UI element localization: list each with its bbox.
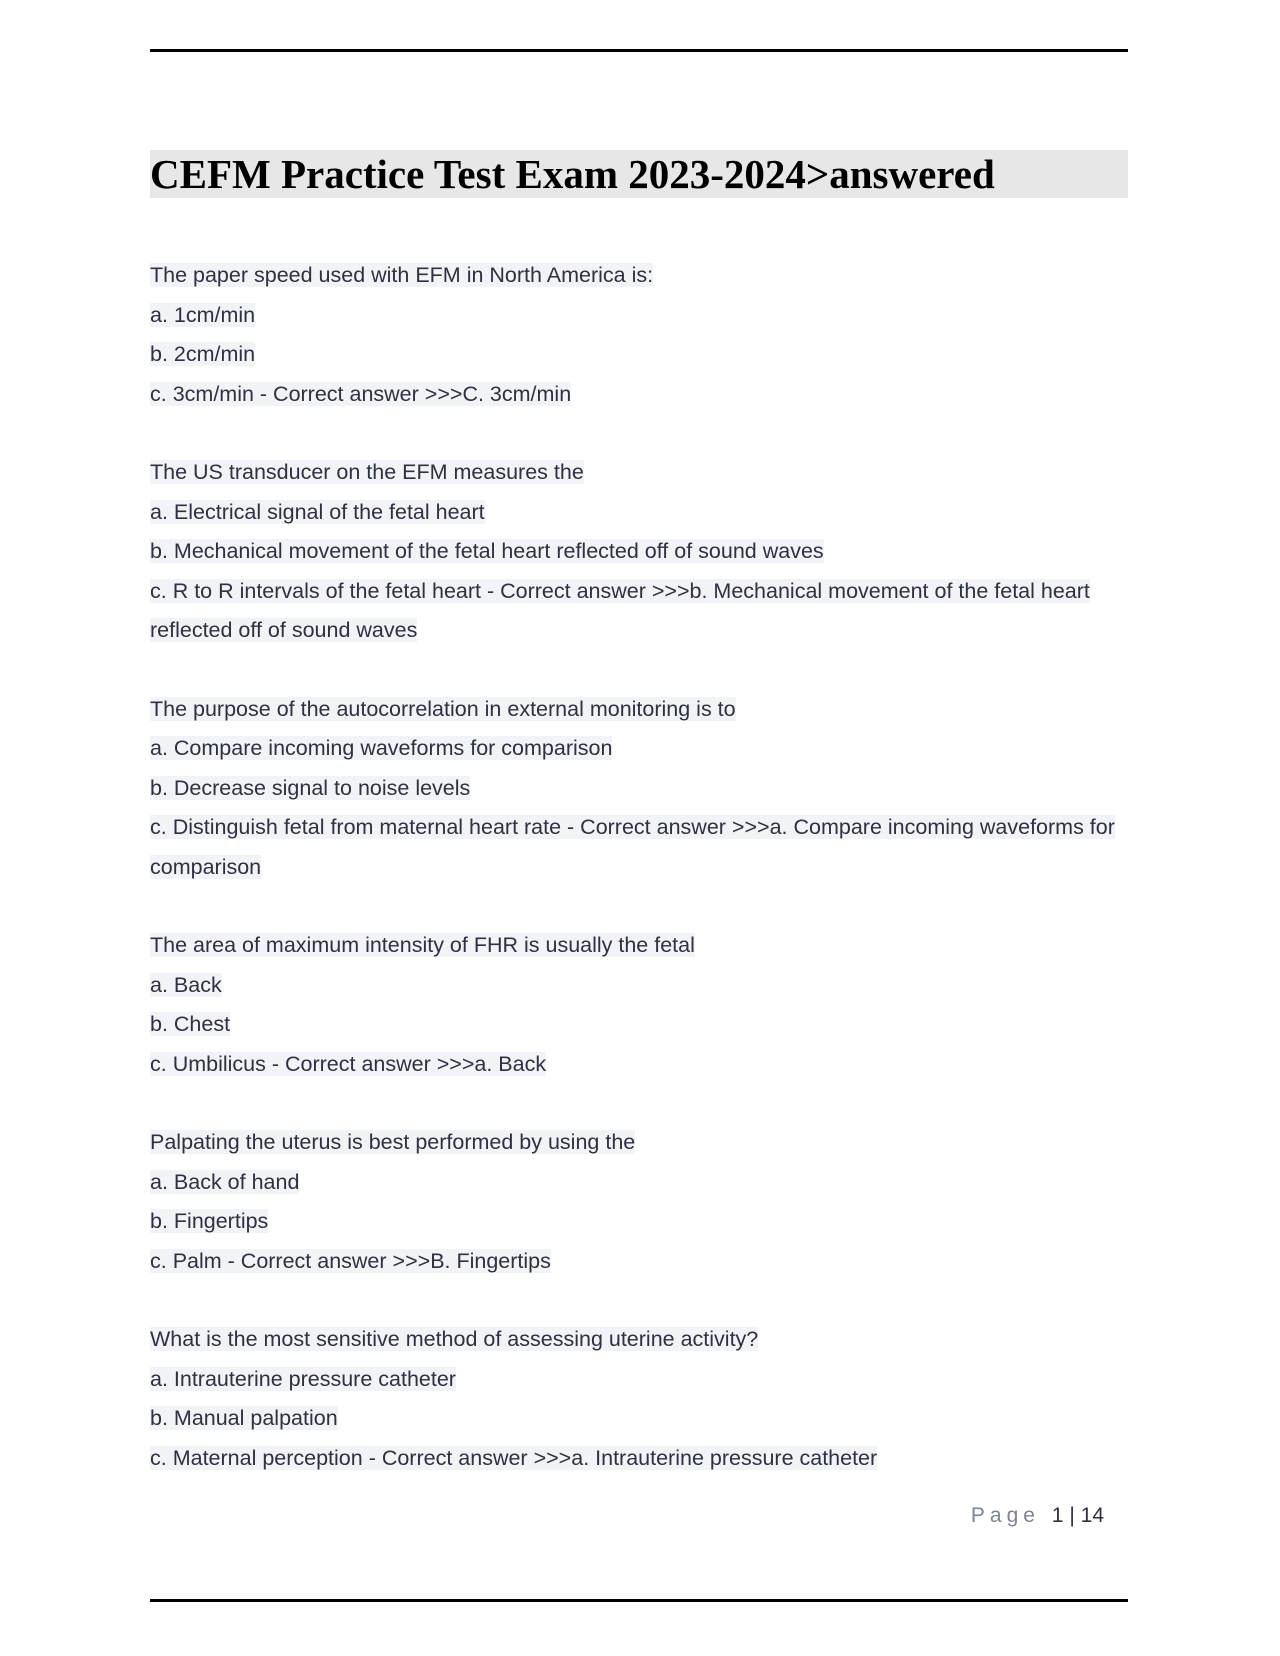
page-label: Page xyxy=(970,1504,1040,1527)
answer-option: b. Mechanical movement of the fetal heart reflected off of sound waves xyxy=(150,539,824,563)
question-text: Palpating the uterus is best performed by using the xyxy=(150,1130,636,1154)
answer-option: b. 2cm/min xyxy=(150,342,256,366)
answer-option: b. Chest xyxy=(150,1012,231,1036)
answer-option: b. Fingertips xyxy=(150,1209,269,1233)
answer-option: b. Manual palpation xyxy=(150,1406,338,1430)
answer-option: a. Compare incoming waveforms for comparison xyxy=(150,736,613,760)
question-list xyxy=(150,256,1128,1517)
answer-option: a. Electrical signal of the fetal heart xyxy=(150,499,485,524)
answer-option-with-key: c. R to R intervals of the fetal heart - Correct answer >>>b. Mechanical movement of the fetal heart reflected off of sound waves xyxy=(150,578,1090,642)
question-block xyxy=(150,256,1128,414)
footer-rule xyxy=(150,1599,1128,1602)
answer-option-with-key: c. 3cm/min - Correct answer >>>C. 3cm/min xyxy=(150,381,572,406)
answer-option: a. Back of hand xyxy=(150,1169,300,1194)
answer-option-with-key: c. Umbilicus - Correct answer >>>a. Back xyxy=(150,1051,547,1076)
page-separator: | xyxy=(1069,1504,1075,1527)
question-text: The US transducer on the EFM measures the xyxy=(150,460,584,484)
question-text: The area of maximum intensity of FHR is usually the fetal xyxy=(150,933,695,957)
document-title: CEFM Practice Test Exam 2023-2024>answered xyxy=(150,151,995,197)
question-text: The purpose of the autocorrelation in external monitoring is to xyxy=(150,696,736,721)
question-block xyxy=(150,926,1128,1084)
question-block xyxy=(150,453,1128,651)
header-rule xyxy=(150,49,1128,52)
question-text: What is the most sensitive method of assessing uterine activity? xyxy=(150,1327,759,1351)
page-number: 1 xyxy=(1051,1504,1064,1527)
question-block xyxy=(150,690,1128,888)
question-block xyxy=(150,1320,1128,1478)
question-text: The paper speed used with EFM in North America is: xyxy=(150,263,654,287)
answer-option-with-key: c. Distinguish fetal from maternal heart rate - Correct answer >>>a. Compare incoming waveforms for comparison xyxy=(150,815,1115,879)
question-block xyxy=(150,1123,1128,1281)
answer-option: a. Back xyxy=(150,972,222,997)
page-footer xyxy=(971,1504,1104,1528)
total-pages: 14 xyxy=(1080,1504,1104,1527)
answer-option: a. Intrauterine pressure catheter xyxy=(150,1366,456,1391)
answer-option: b. Decrease signal to noise levels xyxy=(150,775,471,800)
answer-option-with-key: c. Palm - Correct answer >>>B. Fingertips xyxy=(150,1248,551,1273)
answer-option-with-key: c. Maternal perception - Correct answer >>>a. Intrauterine pressure catheter xyxy=(150,1445,878,1470)
answer-option: a. 1cm/min xyxy=(150,302,256,327)
